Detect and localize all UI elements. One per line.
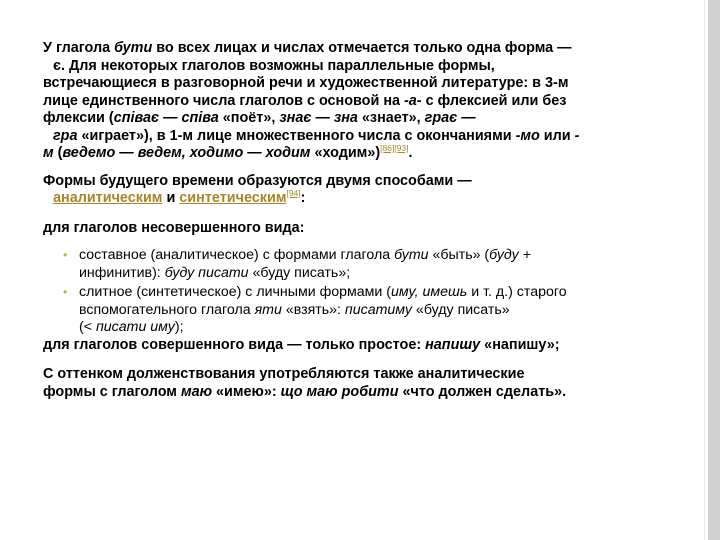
- p5-line-2: [43, 384, 683, 402]
- text: слитное (синтетическое) с личными формами (: [79, 284, 392, 300]
- text: «имею»:: [212, 383, 281, 400]
- text-italic: бути: [114, 40, 153, 56]
- text: флексии (: [43, 110, 114, 126]
- text: встречающиеся в разговорной речи и художественной литературе: в 3-м: [43, 75, 569, 91]
- text: ):: [152, 264, 165, 281]
- bullet-icon: •: [63, 285, 68, 299]
- p1-line-2: [43, 58, 683, 76]
- text-italic: иму, имешь: [391, 284, 468, 300]
- reference-link[interactable]: [94]: [286, 188, 301, 199]
- text-italic: писати иму: [95, 319, 175, 335]
- text: «что должен сделать».: [398, 383, 567, 400]
- text: );: [174, 319, 184, 335]
- text: «буду писать»: [411, 301, 510, 318]
- p4-line-1: [43, 337, 683, 355]
- text: составное (аналитическое) с формами глагола: [79, 247, 395, 263]
- text-italic: буду +: [489, 247, 531, 263]
- text: лице единственного числа глаголов с основой на: [43, 92, 405, 109]
- text: «буду писать»;: [248, 264, 351, 281]
- bullet-icon: •: [63, 248, 68, 262]
- text-italic: -: [574, 127, 580, 144]
- p1-line-3: [43, 75, 683, 93]
- text: С оттенком долженствования употребляются также аналитические: [43, 366, 525, 382]
- text: (: [53, 145, 63, 161]
- text: «поёт»,: [218, 110, 280, 126]
- text: «знает»,: [357, 110, 425, 126]
- text-italic: що маю робити: [280, 383, 399, 400]
- text: є. Для некоторых глаголов возможны параллельные формы,: [53, 57, 495, 74]
- text: и: [162, 190, 180, 206]
- p1-line-5: [43, 110, 683, 128]
- text: формы с глаголом: [43, 383, 181, 400]
- text: для глаголов несовершенного вида:: [43, 219, 305, 236]
- p3-line-1: [43, 220, 683, 238]
- p2-line-1: [43, 173, 683, 191]
- text-italic: -мо: [515, 127, 540, 144]
- text-italic: буду писати: [164, 264, 249, 281]
- text: «играет»), в 1-м лице множественного числа с окончаниями: [77, 127, 516, 144]
- text: Формы будущего времени образуются двумя способами —: [43, 172, 472, 189]
- text-italic: -а-: [404, 92, 422, 109]
- text: У глагола: [43, 40, 115, 56]
- text: и т. д.) старого: [467, 284, 567, 300]
- p1-line-7: [43, 145, 683, 163]
- text: для глаголов совершенного вида — только простое:: [43, 336, 426, 353]
- p1-line-4: [43, 93, 683, 111]
- text: «взять»:: [281, 301, 345, 318]
- text: во всех лицах и числах отмечается только одна форма —: [152, 40, 572, 56]
- text-italic: м: [43, 145, 54, 161]
- text-italic: грає —: [424, 110, 476, 126]
- text-italic: знає — зна: [279, 110, 358, 126]
- synthetic-link[interactable]: синтетическим: [179, 190, 287, 206]
- bullet-2-line-3: [43, 319, 683, 337]
- side-divider: [704, 0, 705, 540]
- text: инфинитив: [79, 264, 153, 281]
- text: .: [408, 145, 413, 161]
- p1-line-1: [43, 40, 683, 58]
- bullet-1-line-1: [43, 247, 683, 265]
- p2-line-2: [43, 190, 683, 208]
- text-italic: бути: [394, 247, 429, 263]
- text: «быть» (: [428, 247, 490, 263]
- text: :: [300, 190, 306, 206]
- analytic-link[interactable]: аналитическим: [53, 190, 163, 206]
- text-italic: ведемо — ведем, ходимо — ходим: [62, 145, 311, 161]
- text-italic: яти: [254, 301, 282, 318]
- text: «ходим»): [310, 145, 381, 161]
- p5-line-1: [43, 366, 683, 384]
- text-italic: співає — співа: [113, 110, 219, 126]
- text: (<: [79, 319, 96, 335]
- text-italic: напишу: [425, 336, 481, 353]
- p1-line-6: [43, 128, 683, 146]
- text-italic: писатиму: [344, 301, 412, 318]
- text-italic: гра: [53, 127, 78, 144]
- slide-content: [43, 40, 683, 401]
- side-bar: [708, 0, 720, 540]
- bullet-1-line-2: [43, 265, 683, 283]
- text: или: [539, 127, 575, 144]
- bullet-2-line-1: [43, 284, 683, 302]
- text: «напишу»;: [480, 336, 560, 353]
- reference-link[interactable]: [86][93]: [380, 143, 409, 154]
- bullet-2-line-2: [43, 302, 683, 320]
- text-italic: маю: [180, 383, 213, 400]
- text: с флексией или без: [421, 92, 567, 109]
- text: вспомогательного глагола: [79, 301, 255, 318]
